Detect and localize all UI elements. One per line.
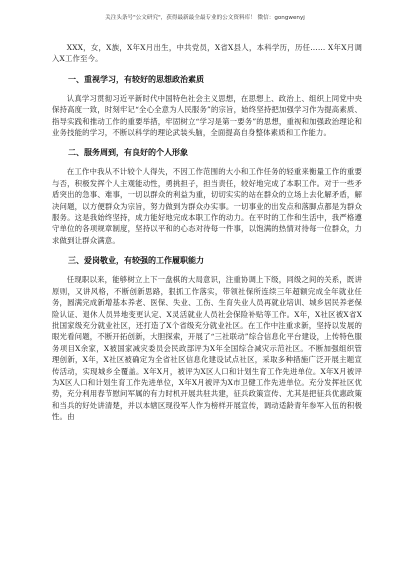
header-banner: 关注头条号"公文研究"，获得最新最全最专业的公文资料库！ 微信：gongwenyj: [105, 15, 305, 21]
section-dedication-paragraph: 任现职以来，能够树立上下一盘棋的大局意识，注重协调上下级，同级之间的关系，既讲原则，又讲风格，不断创新思路，狠抓工作落实，带领社保所连续三年超额完成全年就业任务，圆满完成新增基本养老、医保、失业、工伤、生育失业人员再就业培训、城乡居民养老保险认证、退休人员异地变更认定、X灵活就业人员社会保险补贴等工作。X年，X社区被X省X批国家级充分就业社区，还打造了X个省级充分就业社区。在工作中注重求新，坚持以发展的眼光看问题，不断开拓创新，大胆探索，开展了“三社联动”综合信息化平台建设，上传特色服务项目X余家，X被国家减灾委员会民政部评为X年全国综合减灾示范社区。不断加强组织管理创新，X年，X社区被确定为全省社区信息化建设试点社区，采取多种措施广泛开展主题宣传活动，实现城乡全覆盖。X年X月，被评为X区人口和计划生育工作先进单位。X年X月被评为X区人口和计划生育工作先进单位，X年X月被评为X市卫健工作先进单位。充分发挥社区优势，充分利用春节慰问军属的有力时机开展共驻共建，征兵政策宣传、尤其是把征兵优惠政策和当兵的好处讲清楚，并以本辖区现役军人作为榜样开展宣传，调动适龄青年参军入伍的积极性。由: [52, 275, 362, 422]
section-study-paragraph: 认真学习贯彻习近平新时代中国特色社会主义思想，在思想上、政治上、组织上同党中央保持高度一致，时刻牢记“全心全意为人民服务”的宗旨，始终坚持把加强学习作为提高素质、指导实践和推动工作的重要举措，牢固树立“学习是第一要务”的思想，重视和加强政治理论和业务技能的学习，不断以科学的理论武装头脑，全面提高自身整体素质和工作能力。: [52, 93, 362, 138]
section-heading-dedication: 三、爱岗敬业，有较强的工作履职能力: [68, 256, 204, 266]
section-heading-service: 二、服务周到，有良好的个人形象: [68, 148, 188, 158]
section-heading-study: 一、重视学习，有较好的思想政治素质: [68, 74, 204, 84]
intro-paragraph: XXX，女，X族，X年X月出生，中共党员，X省X县人，本科学历，历任…… X年X月调入X工作至今。: [52, 43, 362, 64]
section-service-paragraph: 在工作中我从不计较个人得失，不因工作范围的大小和工作任务的轻重来衡量工作的重要与否，积极发挥个人主观能动性，勇挑担子，担当责任，较好地完成了本职工作。对于一些矛盾突出的急事、难事，一切以群众的利益为重，切切实实的站在群众的立场上去化解矛盾，解决问题，以方便群众为宗旨，努力做到为群众办实事。一切事业的出发点和落脚点都是为群众服务。这是我始终坚持，成力能好地完成本职工作的动力。在平时的工作和生活中，我严格遵守单位的各项规章制度，坚持以平和的心态对待每一件事，以饱满的热情对待每一位群众，力求做到让群众满意。: [52, 167, 362, 245]
document-body: [52, 42, 362, 423]
